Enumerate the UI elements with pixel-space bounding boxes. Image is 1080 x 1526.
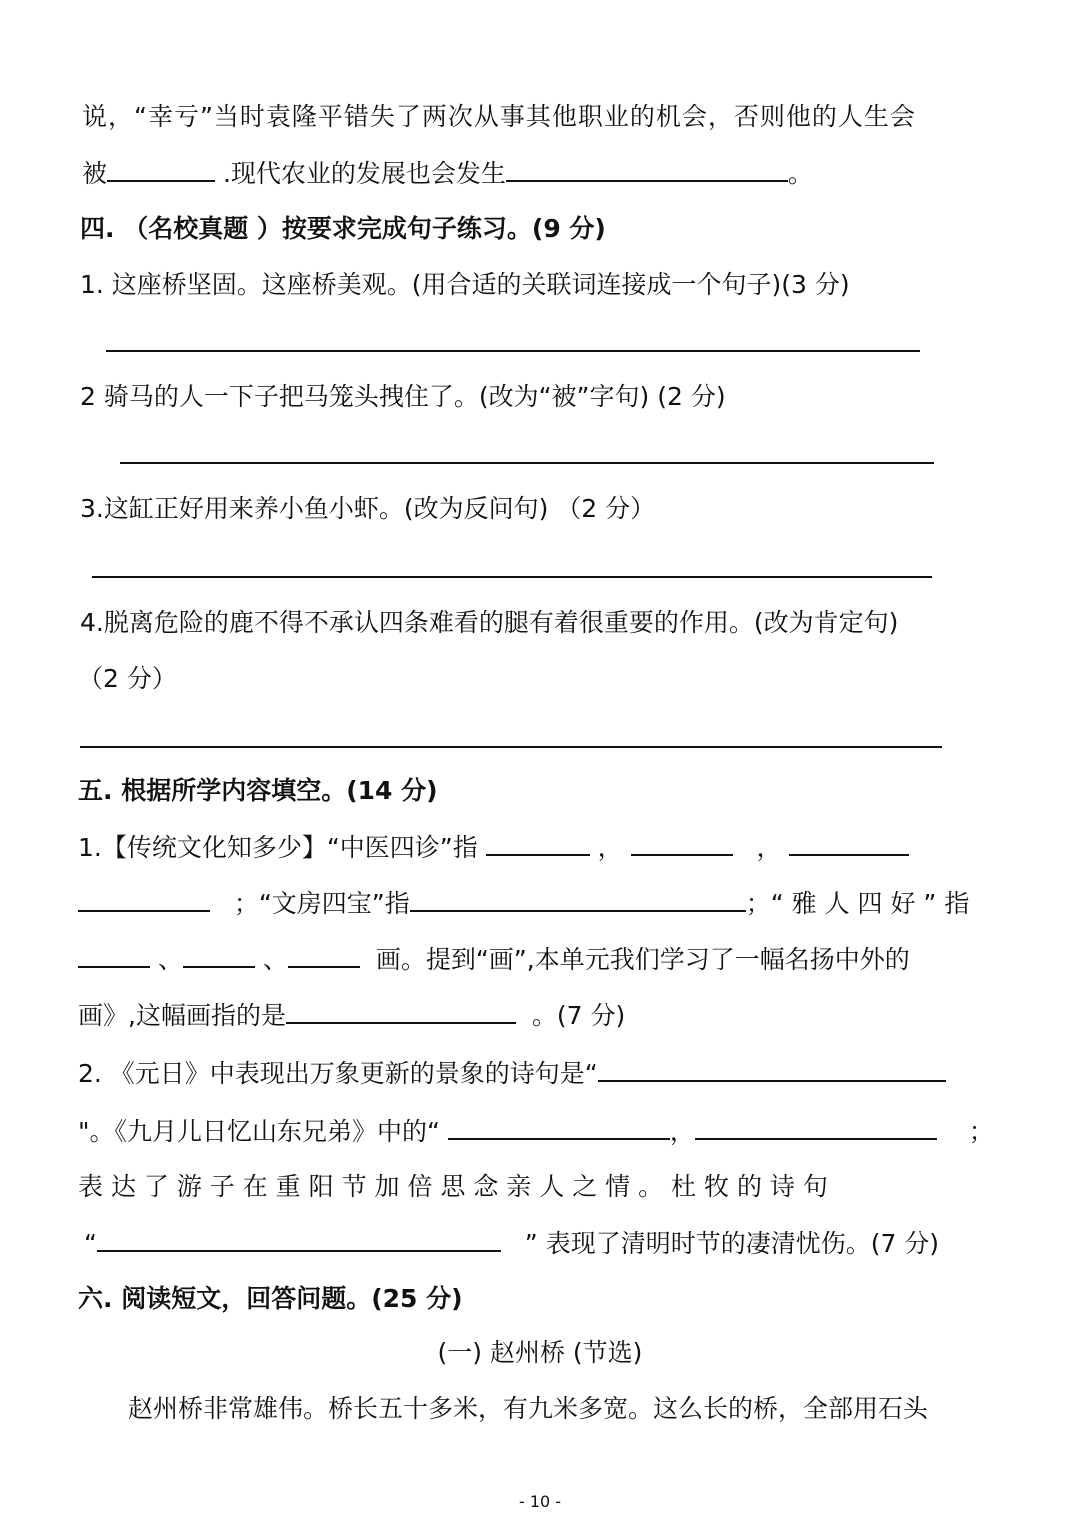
text-fragment: ” 表现了清明时节的凄清忧伤。(7 分) [524,1229,940,1258]
answer-blank[interactable] [97,1226,501,1252]
answer-blank[interactable] [288,942,360,968]
section-heading: 四. （名校真题 ）按要求完成句子练习。(9 分) [80,214,606,243]
text-fragment: ， [597,833,623,862]
text-fragment: 被 [82,159,108,188]
page-number: - 10 - [518,1492,562,1511]
answer-blank[interactable] [107,156,215,182]
section-heading: 五. 根据所学内容填空。(14 分) [78,776,438,805]
text-fragment: “ [84,1229,97,1258]
text-fragment: 。 [787,159,813,188]
section-heading: 六. 阅读短文，回答问题。(25 分) [78,1284,463,1313]
answer-blank[interactable] [78,886,210,912]
answer-blank[interactable] [631,830,733,856]
question-text: 4.脱离危险的鹿不得不承认四条难看的腿有着很重要的作用。(改为肯定句) [80,608,899,637]
text-fragment: .现代农业的发展也会发生 [222,159,506,188]
text-fragment: 。(7 分) [531,1001,626,1030]
answer-blank[interactable] [286,998,516,1024]
question-text: 1. 这座桥坚固。这座桥美观。(用合适的关联词连接成一个句子)(3 分) [80,270,850,299]
passage-paragraph: 赵州桥非常雄伟。桥长五十多米，有九米多宽。这么长的桥，全部用石头 [128,1394,929,1423]
question-text [78,942,910,977]
text-fragment: 画》,这幅画指的是 [78,1001,286,1030]
text-fragment: ；“ 雅 人 四 好 ” 指 [745,889,970,918]
answer-line[interactable] [80,746,942,748]
text-fragment: 2. 《元日》中表现出万象更新的景象的诗句是“ [78,1059,598,1088]
text-line [82,156,813,191]
text-fragment: ， [756,833,782,862]
answer-blank[interactable] [506,156,788,182]
answer-blank[interactable] [410,886,746,912]
text-fragment: 1.【传统文化知多少】“中医四诊”指 [78,833,478,862]
answer-blank[interactable] [183,942,255,968]
question-text [78,1114,994,1149]
answer-line[interactable] [120,462,934,464]
text-fragment: ；“文房四宝”指 [233,889,410,918]
text-line: 说，“幸亏”当时袁隆平错失了两次从事其他职业的机会，否则他的人生会 [82,102,916,131]
text-fragment: "。《九月儿日忆山东兄弟》中的“ [78,1117,440,1146]
text-fragment: 画。提到“画”,本单元我们学习了一幅名扬中外的 [375,945,910,974]
answer-blank[interactable] [695,1114,937,1140]
text-fragment: ； [968,1117,994,1146]
answer-line[interactable] [92,576,932,578]
answer-blank[interactable] [789,830,909,856]
question-text [78,998,625,1033]
passage-title: (一) 赵州桥 (节选) [437,1338,643,1367]
answer-line[interactable] [106,350,920,352]
question-score: （2 分） [78,664,177,693]
text-fragment: 、 [157,945,183,974]
question-text: 3.这缸正好用来养小鱼小虾。(改为反问句) （2 分） [80,494,656,523]
question-text [78,886,969,921]
question-text [84,1226,939,1261]
question-text [78,830,909,865]
answer-blank[interactable] [486,830,590,856]
answer-blank[interactable] [448,1114,670,1140]
text-fragment: ， [669,1117,695,1146]
answer-blank[interactable] [78,942,150,968]
text-fragment: 、 [262,945,288,974]
answer-blank[interactable] [598,1056,946,1082]
question-text: 2 骑马的人一下子把马笼头拽住了。(改为“被”字句) (2 分) [80,382,726,411]
question-text [78,1056,946,1091]
question-text: 表 达 了 游 子 在 重 阳 节 加 倍 思 念 亲 人 之 情 。 杜 牧 的 诗 句 [78,1172,828,1201]
